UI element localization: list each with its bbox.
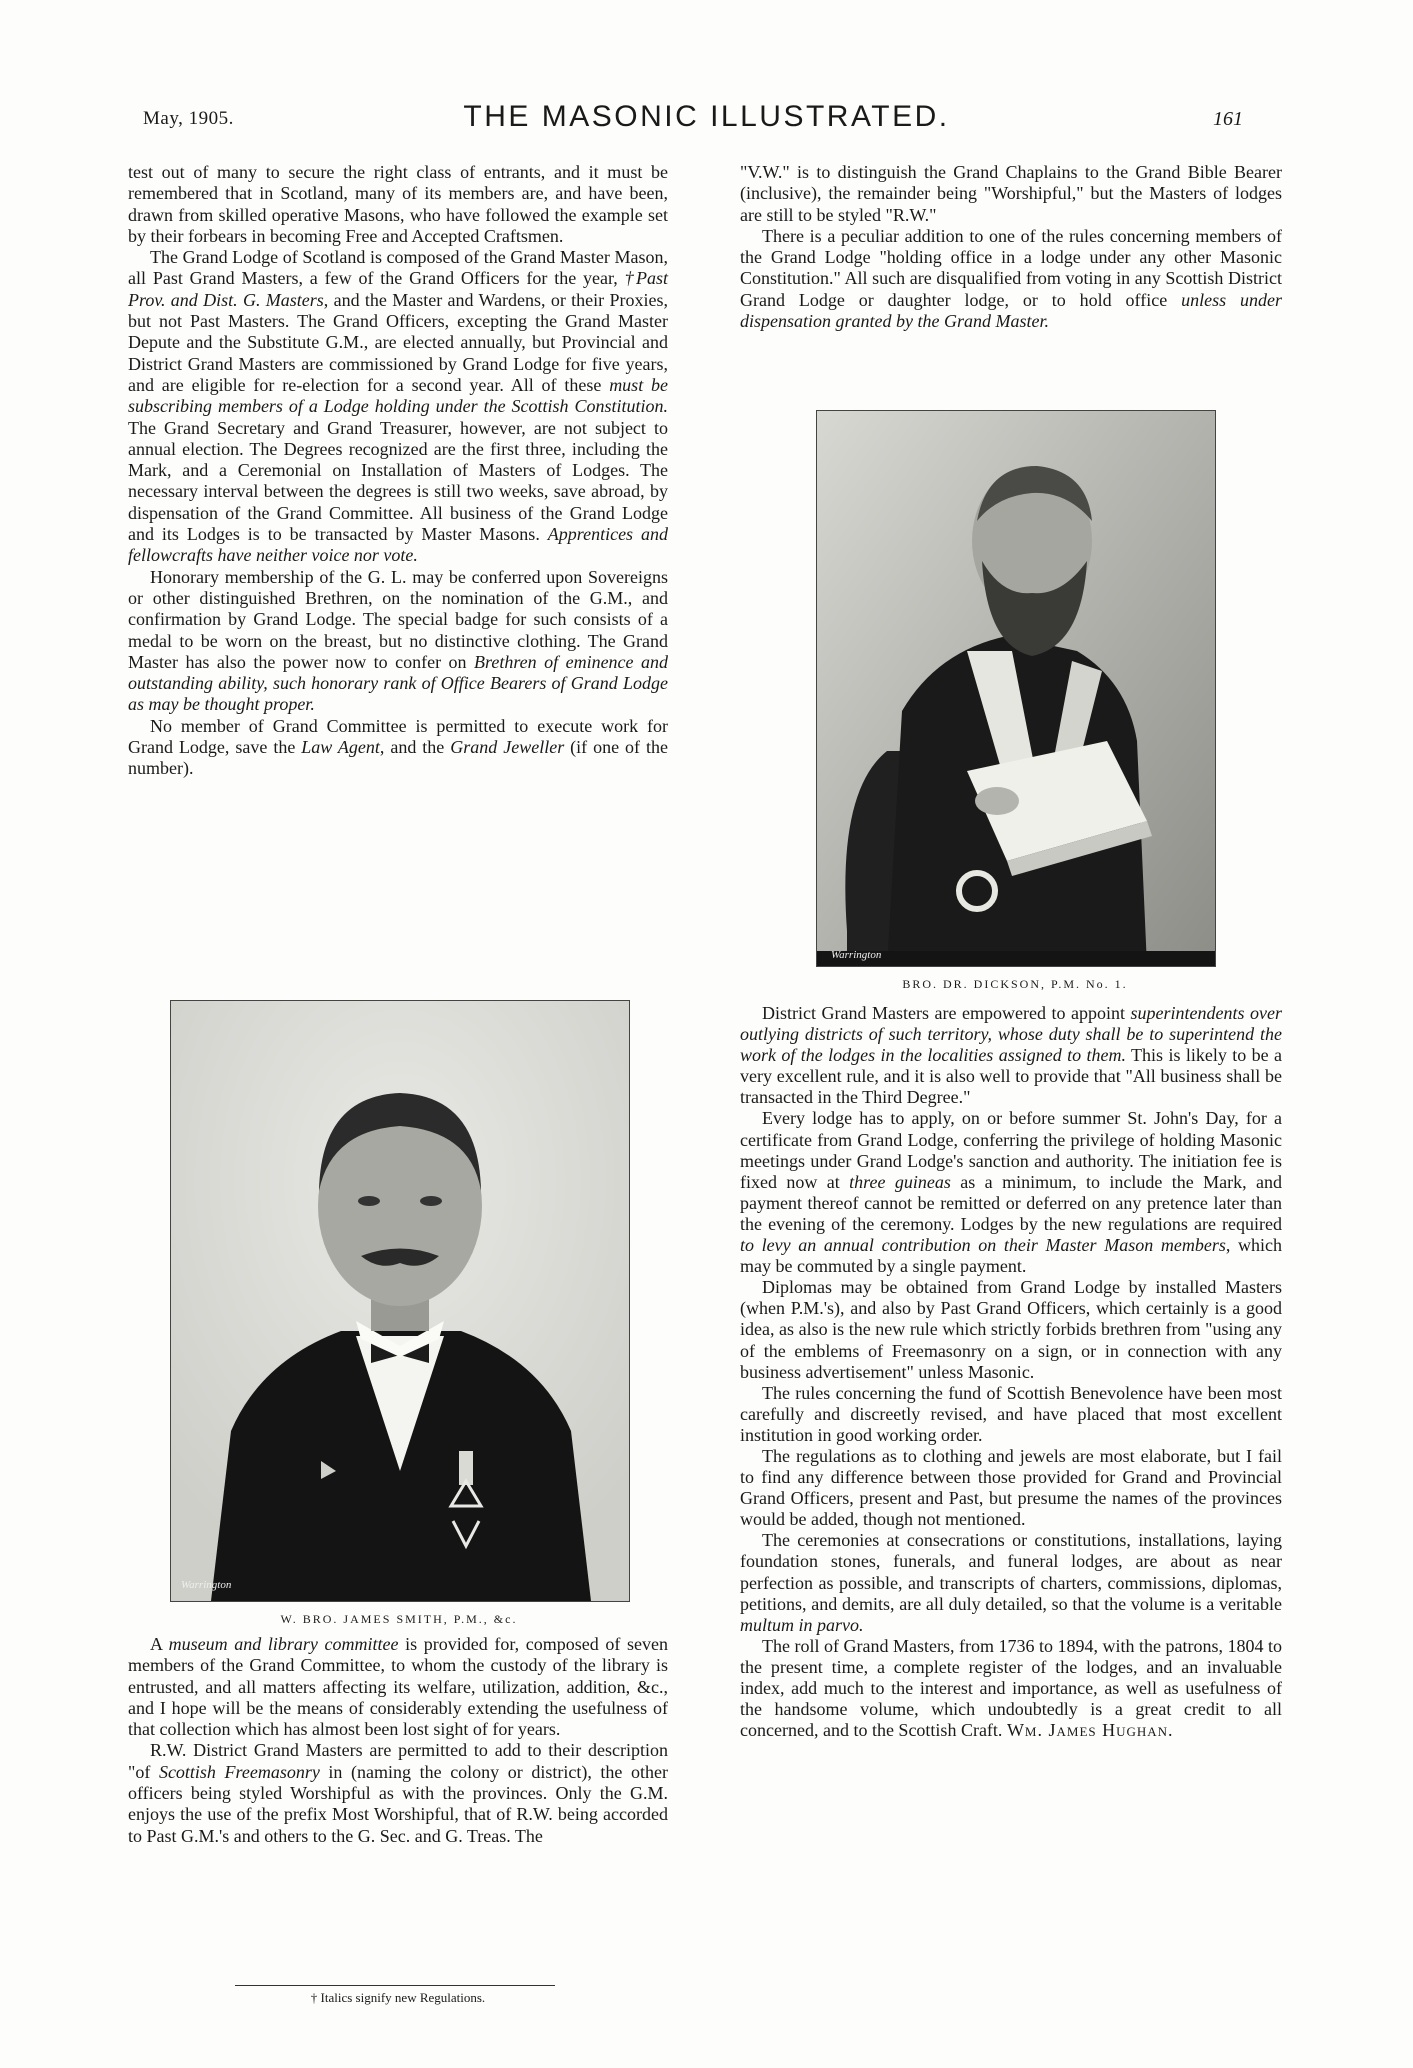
photo-credit: Warrington (831, 949, 882, 961)
left-column-continued (128, 1634, 668, 1847)
paragraph: No member of Grand Committee is permitted to execute work for Grand Lodge, save the Law Agent, and the Grand Jeweller (if one of the number). (128, 715, 668, 779)
publication-title: THE MASONIC ILLUSTRATED. (463, 100, 950, 133)
portrait-photo-james-smith (170, 1000, 630, 1602)
paragraph: "V.W." is to distinguish the Grand Chaplains to the Grand Bible Bearer (inclusive), the remainder being "Worshipful," but the Masters of lodges are still to be styled "R.W." (740, 162, 1282, 225)
photo-caption: BRO. DR. DICKSON, P.M. No. 1. (902, 977, 1128, 991)
paragraph: The regulations as to clothing and jewels are most elaborate, but I fail to find any difference between those provided for Grand and Provincial Grand Officers, present and Past, but presume the names of the provinces would be added, though not mentioned. (740, 1445, 1282, 1530)
paragraph: District Grand Masters are empowered to appoint superintendents over outlying districts of such territory, whose duty shall be to superintend the work of the lodges in the localities assigned to them. This is likely to be a very excellent rule, and it is also well to provide that "All business shall be transacted in the Third Degree." (740, 1003, 1283, 1108)
paragraph: The roll of Grand Masters, from 1736 to 1894, with the patrons, 1804 to the present time, a complete register of the lodges, and an invaluable index, add much to the interest and importance, as well as usefulness of the handsome volume, which undoubtedly is a great credit to all concerned, and to the Scottish Craft. Wm. James Hughan. (740, 1635, 1282, 1741)
right-column-continued (740, 1003, 1282, 1741)
paragraph: Every lodge has to apply, on or before summer St. John's Day, for a certificate from Grand Lodge, conferring the privilege of holding Masonic meetings under Grand Lodge's sanction and authority. The initiation fee is fixed now at three guineas as a minimum, to include the Mark, and payment thereof cannot be remitted or deferred on any pretence later than the evening of the ceremony. Lodges by the new regulations are required to levy an annual contribution on their Master Mason members, which may be commuted by a single payment. (740, 1108, 1283, 1277)
issue-date: May, 1905. (143, 108, 234, 129)
paragraph: Diplomas may be obtained from Grand Lodge by installed Masters (when P.M.'s), and also by Past Grand Officers, which certainly is a good idea, as also is the new rule which strictly forbids brethren from "using any of the emblems of Freemasonry on a sign, or in connection with any business advertisement" unless Masonic. (740, 1277, 1282, 1382)
footnote-rule (235, 1985, 555, 1986)
photo-credit: Warrington (181, 1579, 232, 1591)
paragraph: The rules concerning the fund of Scottish Benevolence have been most carefully and discreetly revised, and have placed that most excellent institution in good working order. (740, 1382, 1282, 1445)
portrait-photo-dr-dickson (816, 410, 1216, 967)
footnote: † Italics signify new Regulations. (310, 1990, 486, 2005)
masthead (0, 100, 1413, 140)
paragraph: There is a peculiar addition to one of the rules concerning members of the Grand Lodge "holding office in a lodge under any other Masonic Constitution." All such are disqualified from voting in any Scottish District Grand Lodge or daughter lodge, or to hold office unless under dispensation granted by the Grand Master. (740, 225, 1282, 332)
paragraph: R.W. District Grand Masters are permitted to add to their description "of Scottish Freemasonry in (naming the colony or district), the other officers being styled Worshipful as with the provinces. Only the G.M. enjoys the use of the prefix Most Worshipful, that of R.W. being accorded to Past G.M.'s and others to the G. Sec. and G. Treas. The (128, 1740, 669, 1846)
paragraph: The Grand Lodge of Scotland is composed of the Grand Master Mason, all Past Grand Masters, a few of the Grand Officers for the year, †Past Prov. and Dist. G. Masters, and the Master and Wardens, or their Proxies, but not Past Masters. The Grand Officers, excepting the Grand Master Depute and the Substitute G.M., are elected annually, but Provincial and District Grand Masters are commissioned by Grand Lodge for five years, and are eligible for re-election for a second year. All of these must be subscribing members of a Lodge holding under the Scottish Constitution. The Grand Secretary and Grand Treasurer, however, are not subject to annual election. The Degrees recognized are the first three, including the Mark, and a Ceremonial on Installation of Masters of Lodges. The necessary interval between the degrees is still two weeks, save abroad, by dispensation of the Grand Committee. All business of the Grand Lodge and its Lodges is to be transacted by Master Masons. Apprentices and fellowcrafts have neither voice nor vote. (128, 247, 669, 566)
paragraph: Honorary membership of the G. L. may be conferred upon Sovereigns or other distinguished Brethren, on the nomination of the G.M., and confirmation by Grand Lodge. The special badge for such consists of a medal to be worn on the breast, but no distinctive clothing. The Grand Master has also the power now to confer on Brethren of eminence and outstanding ability, such honorary rank of Office Bearers of Grand Lodge as may be thought proper. (128, 566, 668, 715)
photo-caption: W. BRO. JAMES SMITH, P.M., &c. (280, 1612, 518, 1626)
page-number: 161 (1213, 108, 1243, 130)
paragraph: A museum and library committee is provided for, composed of seven members of the Grand Committee, to whom the custody of the library is entrusted, and all matters affecting its welfare, utilization, addition, &c., and I hope will be the means of considerably extending the usefulness of that collection which has almost been lost sight of for years. (128, 1634, 668, 1740)
left-column (128, 162, 668, 780)
paragraph: The ceremonies at consecrations or constitutions, installations, laying foundation stones, funerals, and funeral lodges, are about as near perfection as possible, and transcripts of charters, commissions, diplomas, petitions, and demits, are all duly detailed, so that the volume is a veritable multum in parvo. (740, 1530, 1282, 1635)
author-signature: Wm. James Hughan. (1006, 1720, 1174, 1741)
paragraph: test out of many to secure the right class of entrants, and it must be remembered that in Scotland, many of its members are, and have been, drawn from skilled operative Masons, who have followed the example set by their forbears in becoming Free and Accepted Craftsmen. (128, 162, 668, 246)
right-column (740, 162, 1282, 332)
